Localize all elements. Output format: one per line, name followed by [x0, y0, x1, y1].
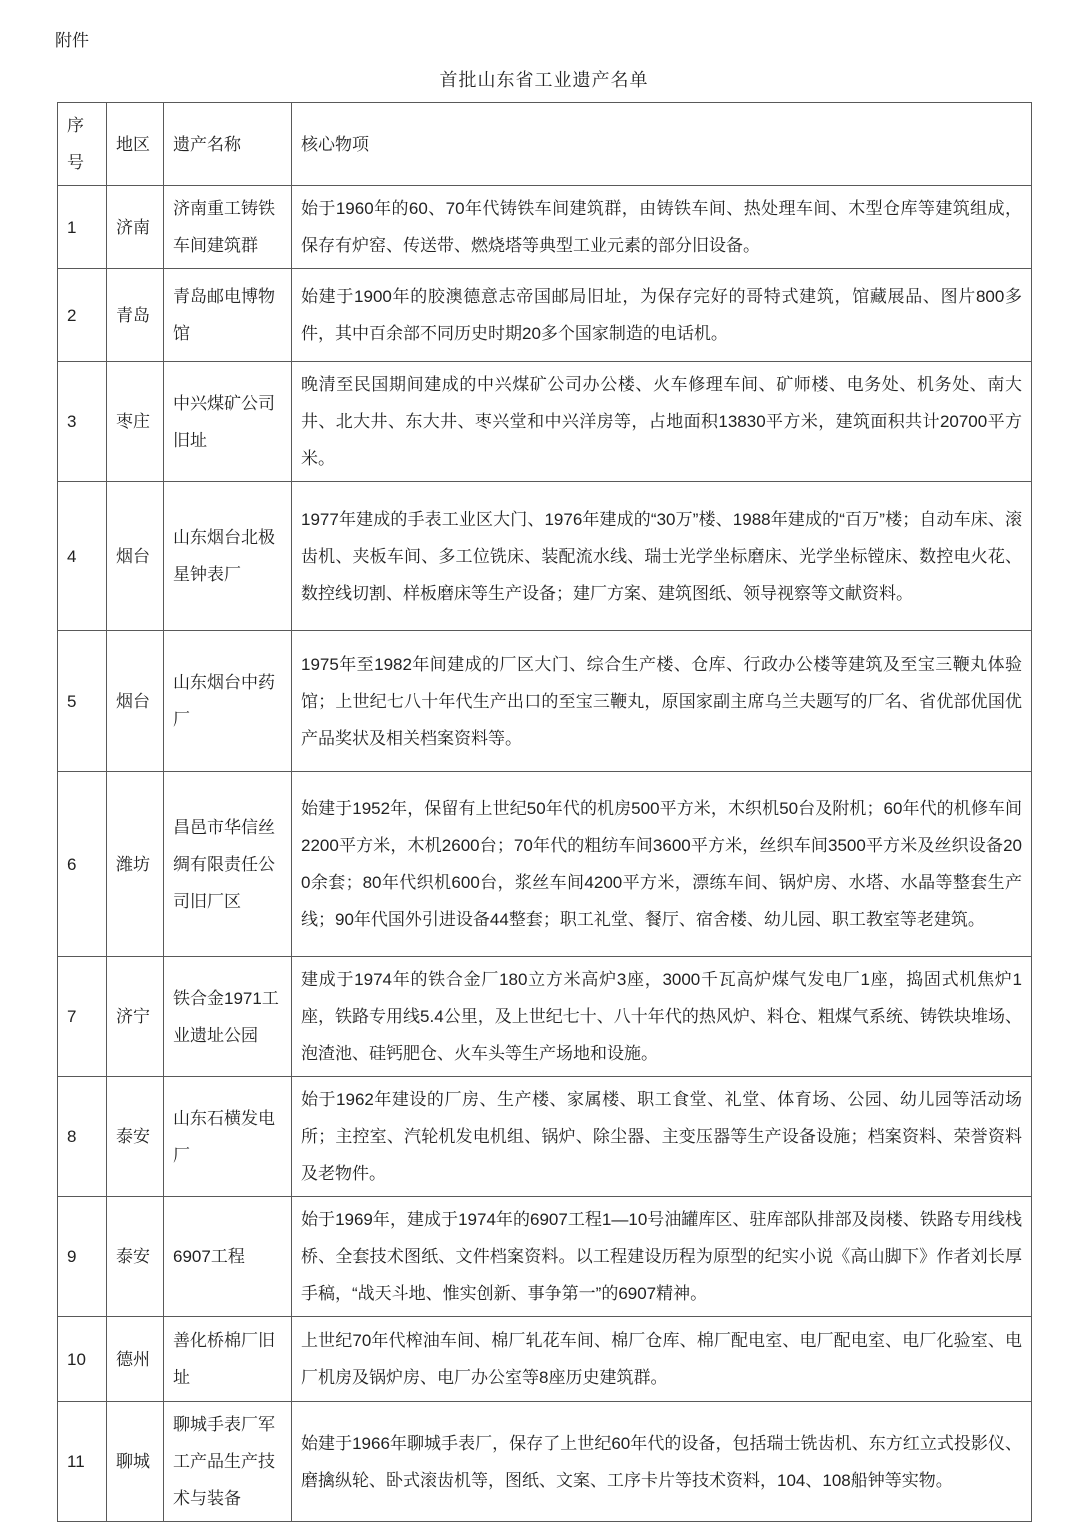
cell-items: 始建于1966年聊城手表厂，保存了上世纪60年代的设备，包括瑞士铣齿机、东方红立式投影仪、磨擒纵轮、卧式滚齿机等，图纸、文案、工序卡片等技术资料，104、108船钟等实物。 [292, 1402, 1032, 1522]
cell-region: 枣庄 [107, 362, 164, 482]
cell-region: 济宁 [107, 957, 164, 1077]
cell-region: 泰安 [107, 1197, 164, 1317]
cell-name: 山东石横发电厂 [164, 1077, 292, 1197]
cell-index: 4 [58, 482, 107, 631]
cell-region: 青岛 [107, 269, 164, 362]
cell-name: 善化桥棉厂旧址 [164, 1317, 292, 1402]
cell-items: 始于1960年的60、70年代铸铁车间建筑群，由铸铁车间、热处理车间、木型仓库等建筑组成，保存有炉窑、传送带、燃烧塔等典型工业元素的部分旧设备。 [292, 186, 1032, 269]
table-row [58, 772, 1032, 957]
cell-region: 潍坊 [107, 772, 164, 957]
page-title: 首批山东省工业遗产名单 [439, 70, 649, 90]
table-row [58, 1077, 1032, 1197]
cell-name: 6907工程 [164, 1197, 292, 1317]
header-items: 核心物项 [292, 103, 1032, 186]
cell-name: 聊城手表厂军工产品生产技术与装备 [164, 1402, 292, 1522]
cell-items: 始于1962年建设的厂房、生产楼、家属楼、职工食堂、礼堂、体育场、公园、幼儿园等活动场所；主控室、汽轮机发电机组、锅炉、除尘器、主变压器等生产设备设施；档案资料、荣誉资料及老物件。 [292, 1077, 1032, 1197]
header-region: 地区 [107, 103, 164, 186]
cell-region: 泰安 [107, 1077, 164, 1197]
cell-name: 昌邑市华信丝绸有限责任公司旧厂区 [164, 772, 292, 957]
cell-name: 青岛邮电博物馆 [164, 269, 292, 362]
cell-index: 10 [58, 1317, 107, 1402]
cell-name: 铁合金1971工业遗址公园 [164, 957, 292, 1077]
table-row [58, 362, 1032, 482]
cell-items: 始建于1900年的胶澳德意志帝国邮局旧址，为保存完好的哥特式建筑，馆藏展品、图片800多件，其中百余部不同历史时期20多个国家制造的电话机。 [292, 269, 1032, 362]
table-row [58, 1317, 1032, 1402]
cell-region: 济南 [107, 186, 164, 269]
header-row [58, 103, 1032, 186]
cell-items: 1975年至1982年间建成的厂区大门、综合生产楼、仓库、行政办公楼等建筑及至宝三鞭丸体验馆；上世纪七八十年代生产出口的至宝三鞭丸，原国家副主席乌兰夫题写的厂名、省优部优国优产品奖状及相关档案资料等。 [292, 631, 1032, 772]
attachment-label: 附件 [55, 31, 89, 50]
cell-items: 上世纪70年代榨油车间、棉厂轧花车间、棉厂仓库、棉厂配电室、电厂配电室、电厂化验室、电厂机房及锅炉房、电厂办公室等8座历史建筑群。 [292, 1317, 1032, 1402]
cell-name: 山东烟台北极星钟表厂 [164, 482, 292, 631]
table-row [58, 1402, 1032, 1522]
table-row [58, 482, 1032, 631]
table-row [58, 186, 1032, 269]
cell-index: 1 [58, 186, 107, 269]
cell-items: 始于1969年，建成于1974年的6907工程1—10号油罐库区、驻库部队排部及岗楼、铁路专用线栈桥、全套技术图纸、文件档案资料。以工程建设历程为原型的纪实小说《高山脚下》作者刘长厚手稿，“战天斗地、惟实创新、事争第一”的6907精神。 [292, 1197, 1032, 1317]
cell-items: 建成于1974年的铁合金厂180立方米高炉3座，3000千瓦高炉煤气发电厂1座，捣固式机焦炉1座，铁路专用线5.4公里，及上世纪七十、八十年代的热风炉、料仓、粗煤气系统、铸铁块堆场、泡渣池、硅钙肥仓、火车头等生产场地和设施。 [292, 957, 1032, 1077]
cell-name: 中兴煤矿公司旧址 [164, 362, 292, 482]
cell-region: 烟台 [107, 482, 164, 631]
cell-index: 2 [58, 269, 107, 362]
table-row [58, 269, 1032, 362]
cell-index: 9 [58, 1197, 107, 1317]
cell-items: 1977年建成的手表工业区大门、1976年建成的“30万”楼、1988年建成的“百万”楼；自动车床、滚齿机、夹板车间、多工位铣床、装配流水线、瑞士光学坐标磨床、光学坐标镗床、数控电火花、数控线切割、样板磨床等生产设备；建厂方案、建筑图纸、领导视察等文献资料。 [292, 482, 1032, 631]
cell-index: 8 [58, 1077, 107, 1197]
table-row [58, 957, 1032, 1077]
header-index: 序号 [58, 103, 107, 186]
cell-name: 济南重工铸铁车间建筑群 [164, 186, 292, 269]
heritage-table [57, 102, 1032, 1522]
cell-index: 7 [58, 957, 107, 1077]
cell-region: 烟台 [107, 631, 164, 772]
cell-items: 晚清至民国期间建成的中兴煤矿公司办公楼、火车修理车间、矿师楼、电务处、机务处、南大井、北大井、东大井、枣兴堂和中兴洋房等，占地面积13830平方米，建筑面积共计20700平方米。 [292, 362, 1032, 482]
cell-region: 德州 [107, 1317, 164, 1402]
cell-region: 聊城 [107, 1402, 164, 1522]
table-row [58, 1197, 1032, 1317]
cell-index: 11 [58, 1402, 107, 1522]
cell-name: 山东烟台中药厂 [164, 631, 292, 772]
cell-index: 6 [58, 772, 107, 957]
cell-index: 3 [58, 362, 107, 482]
cell-items: 始建于1952年，保留有上世纪50年代的机房500平方米，木织机50台及附机；60年代的机修车间2200平方米，木机2600台；70年代的粗纺车间3600平方米，丝织车间3500平方米及丝织设备200余套；80年代织机600台，浆丝车间4200平方米，漂练车间、锅炉房、水塔、水晶等整套生产线；90年代国外引进设备44整套；职工礼堂、餐厅、宿舍楼、幼儿园、职工教室等老建筑。 [292, 772, 1032, 957]
cell-index: 5 [58, 631, 107, 772]
header-name: 遗产名称 [164, 103, 292, 186]
table-row [58, 631, 1032, 772]
table-body [58, 186, 1032, 1522]
table-header [58, 103, 1032, 186]
